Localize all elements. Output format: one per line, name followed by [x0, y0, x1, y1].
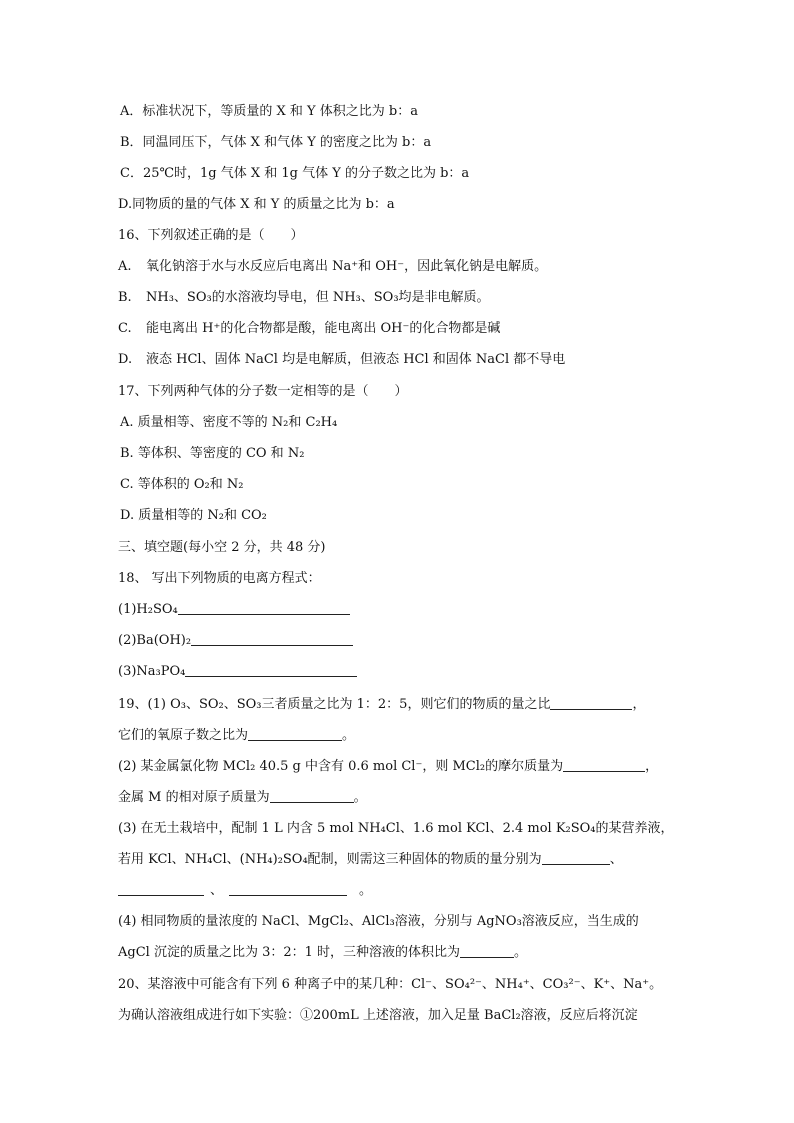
- q18-item-1: [0, 599, 794, 621]
- q19-part4-line2: AgCl 沉淀的质量之比为 3：2：1 时，三种溶液的体积比为 。: [118, 945, 528, 960]
- q16-option-c: [0, 318, 794, 340]
- answer-blank[interactable]: [563, 757, 645, 772]
- formula: (1)H₂SO₄: [118, 602, 178, 617]
- q16-option-b: [0, 287, 794, 309]
- q19-part3-line2: 若用 KCl、NH₄Cl、(NH₄)₂SO₄配制，则需这三种固体的物质的量分别为 、: [118, 852, 623, 867]
- option-text: 氧化钠溶于水与水反应后电离出 Na⁺和 OH⁻，因此氧化钠是电解质。: [146, 259, 548, 274]
- q18-item-2: [0, 630, 794, 652]
- q15-option-a: A．标准状况下，等质量的 X 和 Y 体积之比为 b：a: [120, 104, 418, 119]
- q15-option-b: B．同温同压下，气体 X 和气体 Y 的密度之比为 b：a: [120, 135, 432, 150]
- q17-option-d: D. 质量相等的 N₂和 CO₂: [120, 508, 267, 523]
- q19-part3-line3: 、 。: [0, 880, 794, 902]
- formula: (2)Ba(OH)₂: [118, 633, 192, 648]
- answer-blank[interactable]: [185, 662, 357, 677]
- q19-part1-line1: 19、(1) O₃、SO₂、SO₃三者质量之比为 1：2：5，则它们的物质的量之比 ，: [118, 697, 646, 712]
- option-label: B.: [118, 290, 132, 305]
- q19-part2-text: (2) 某金属氯化物 MCl₂ 40.5 g 中含有 0.6 mol Cl⁻，则 MCl₂的摩尔质量为: [118, 759, 564, 774]
- answer-blank[interactable]: [542, 850, 610, 865]
- option-text: 能电离出 H⁺的化合物都是酸，能电离出 OH⁻的化合物都是碱: [146, 321, 501, 336]
- q19-part2-line1: (2) 某金属氯化物 MCl₂ 40.5 g 中含有 0.6 mol Cl⁻，则 MCl₂的摩尔质量为 ，: [118, 759, 659, 774]
- q19-part3-line1: (3) 在无土栽培中，配制 1 L 内含 5 mol NH₄Cl、1.6 mol KCl、2.4 mol K₂SO₄的某营养液，: [118, 821, 674, 836]
- q19-part3-text: 若用 KCl、NH₄Cl、(NH₄)₂SO₄配制，则需这三种固体的物质的量分别为: [118, 852, 542, 867]
- option-label: D.: [118, 352, 133, 367]
- q15-option-c: C．25℃时，1g 气体 X 和 1g 气体 Y 的分子数之比为 b：a: [120, 166, 470, 181]
- formula: (3)Na₃PO₄: [118, 664, 186, 679]
- answer-blank[interactable]: [118, 881, 204, 896]
- q20-line1: 20、某溶液中可能含有下列 6 种离子中的某几种：Cl⁻、SO₄²⁻、NH₄⁺、CO₃²⁻、K⁺、Na⁺。: [118, 977, 663, 992]
- q19-part1-line2: 它们的氧原子数之比为 。: [118, 728, 356, 743]
- q17-option-c: C. 等体积的 O₂和 N₂: [120, 477, 244, 492]
- q18-stem: 18、 写出下列物质的电离方程式：: [118, 571, 321, 586]
- q17-option-a: A. 质量相等、密度不等的 N₂和 C₂H₄: [120, 415, 338, 430]
- answer-blank[interactable]: [178, 600, 350, 615]
- answer-blank[interactable]: [191, 631, 353, 646]
- answer-blank[interactable]: [248, 726, 342, 741]
- answer-blank[interactable]: [270, 788, 354, 803]
- answer-blank[interactable]: [550, 695, 632, 710]
- section-3-title: 三、填空题(每小空 2 分，共 48 分): [118, 540, 326, 555]
- q20-line2: 为确认溶液组成进行如下实验：①200mL 上述溶液，加入足量 BaCl₂溶液，反应后将沉淀: [118, 1008, 638, 1023]
- option-text: NH₃、SO₃的水溶液均导电，但 NH₃、SO₃均是非电解质。: [146, 290, 490, 305]
- answer-blank[interactable]: [229, 881, 347, 896]
- q17-stem: 17、下列两种气体的分子数一定相等的是（ ）: [118, 384, 408, 399]
- q19-part4-text: AgCl 沉淀的质量之比为 3：2：1 时，三种溶液的体积比为: [118, 945, 461, 960]
- q19-part1-text: 19、(1) O₃、SO₂、SO₃三者质量之比为 1：2：5，则它们的物质的量之比: [118, 697, 551, 712]
- option-text: 液态 HCl、固体 NaCl 均是电解质，但液态 HCl 和固体 NaCl 都不导电: [146, 352, 566, 367]
- q16-option-d: [0, 349, 794, 371]
- q18-item-3: [0, 661, 794, 683]
- q16-option-a: [0, 256, 794, 278]
- q19-part1-text-2: 它们的氧原子数之比为: [118, 728, 249, 743]
- q19-part2-line2: 金属 M 的相对原子质量为 。: [118, 790, 367, 805]
- answer-blank[interactable]: [460, 943, 514, 958]
- q19-part4-line1: (4) 相同物质的量浓度的 NaCl、MgCl₂、AlCl₃溶液，分别与 AgNO₃溶液反应，当生成的: [118, 914, 639, 929]
- option-label: A.: [118, 259, 132, 274]
- q15-option-d: D.同物质的量的气体 X 和 Y 的质量之比为 b：a: [118, 197, 395, 212]
- q19-part2-text-2: 金属 M 的相对原子质量为: [118, 790, 270, 805]
- q17-option-b: B. 等体积、等密度的 CO 和 N₂: [120, 446, 305, 461]
- q16-stem: 16、下列叙述正确的是（ ）: [118, 228, 304, 243]
- option-label: C.: [118, 321, 132, 336]
